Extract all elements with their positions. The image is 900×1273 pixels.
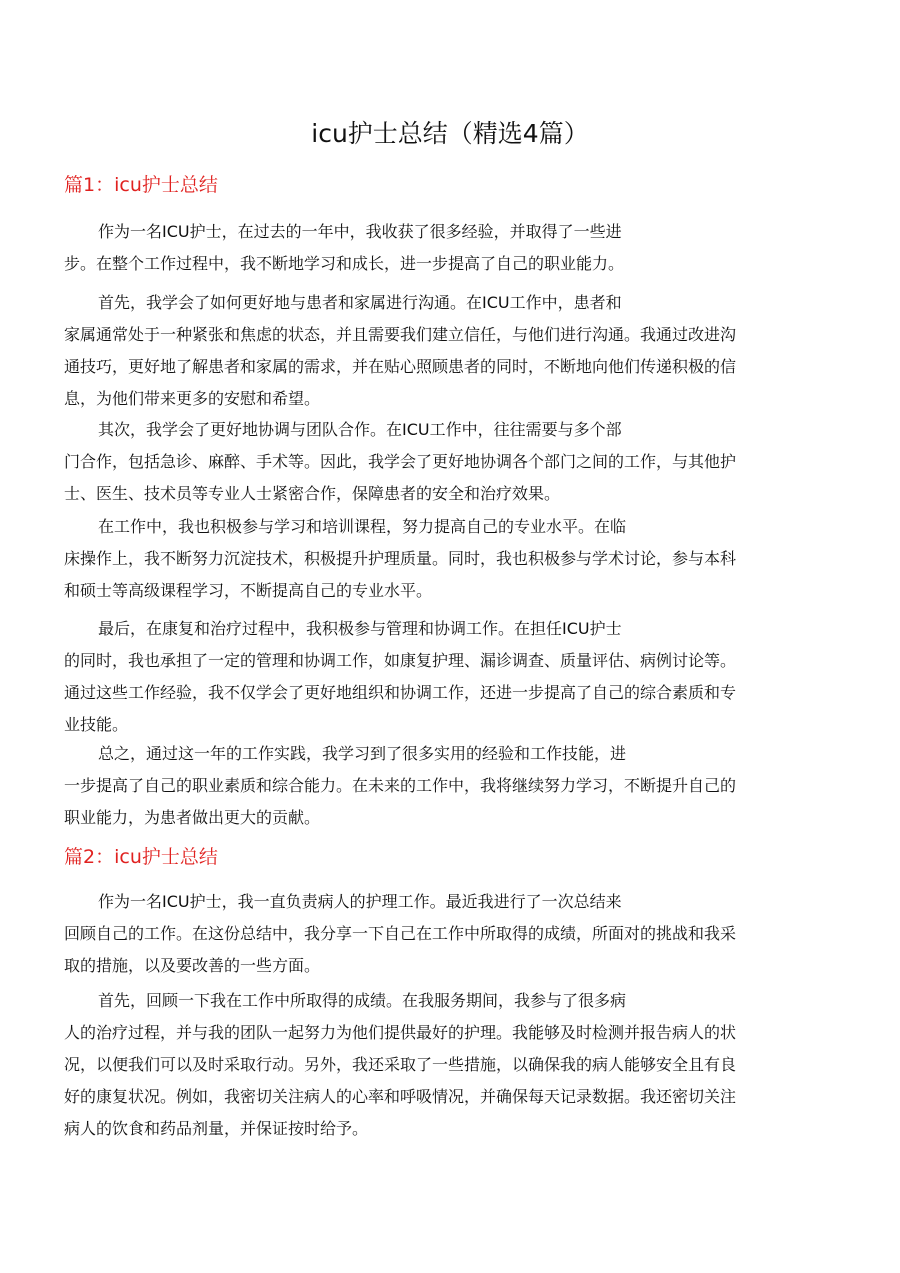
text-line: 首先，我学会了如何更好地与患者和家属进行沟通。在ICU工作中，患者和 xyxy=(98,293,622,312)
paragraph xyxy=(64,414,834,510)
text-line: 息，为他们带来更多的安慰和希望。 xyxy=(64,389,321,408)
text-line: 回顾自己的工作。在这份总结中，我分享一下自己在工作中所取得的成绩，所面对的挑战和我采 xyxy=(64,924,737,943)
text-line: 作为一名ICU护士，我一直负责病人的护理工作。最近我进行了一次总结来 xyxy=(98,892,622,911)
text-line: 通过这些工作经验，我不仅学会了更好地组织和协调工作，还进一步提高了自己的综合素质和专 xyxy=(64,683,737,702)
text-line: 职业能力，为患者做出更大的贡献。 xyxy=(64,808,321,827)
text-line: 作为一名ICU护士，在过去的一年中，我收获了很多经验，并取得了一些进 xyxy=(98,222,622,241)
text-line: 况，以便我们可以及时采取行动。另外，我还采取了一些措施，以确保我的病人能够安全且有良 xyxy=(64,1055,737,1074)
paragraph xyxy=(64,287,834,415)
text-line: 通技巧，更好地了解患者和家属的需求，并在贴心照顾患者的同时，不断地向他们传递积极的信 xyxy=(64,357,737,376)
text-line: 家属通常处于一种紧张和焦虑的状态，并且需要我们建立信任，与他们进行沟通。我通过改进沟 xyxy=(64,325,737,344)
paragraph xyxy=(64,511,834,607)
text-line: 床操作上，我不断努力沉淀技术，积极提升护理质量。同时，我也积极参与学术讨论，参与本科 xyxy=(64,549,737,568)
text-line: 病人的饮食和药品剂量，并保证按时给予。 xyxy=(64,1119,369,1138)
paragraph xyxy=(64,613,834,741)
paragraph xyxy=(64,216,834,280)
paragraph xyxy=(64,985,834,1145)
paragraph xyxy=(64,886,834,982)
text-line: 在工作中，我也积极参与学习和培训课程，努力提高自己的专业水平。在临 xyxy=(98,517,627,536)
text-line: 一步提高了自己的职业素质和综合能力。在未来的工作中，我将继续努力学习，不断提升自己的 xyxy=(64,776,737,795)
section-heading-1: 篇1：icu护士总结 xyxy=(64,174,218,196)
section-heading-2: 篇2：icu护士总结 xyxy=(64,846,218,868)
text-line: 门合作，包括急诊、麻醉、手术等。因此，我学会了更好地协调各个部门之间的工作，与其他护 xyxy=(64,452,737,471)
paragraph xyxy=(64,738,834,834)
text-line: 最后，在康复和治疗过程中，我积极参与管理和协调工作。在担任ICU护士 xyxy=(98,619,622,638)
text-line: 步。在整个工作过程中，我不断地学习和成长，进一步提高了自己的职业能力。 xyxy=(64,254,625,273)
text-line: 人的治疗过程，并与我的团队一起努力为他们提供最好的护理。我能够及时检测并报告病人的状 xyxy=(64,1023,737,1042)
text-line: 业技能。 xyxy=(64,715,129,734)
text-line: 取的措施，以及要改善的一些方面。 xyxy=(64,956,321,975)
document-title: icu护士总结（精选4篇） xyxy=(311,119,589,148)
text-line: 其次，我学会了更好地协调与团队合作。在ICU工作中，往往需要与多个部 xyxy=(98,420,622,439)
text-line: 的同时，我也承担了一定的管理和协调工作，如康复护理、漏诊调查、质量评估、病例讨论等。 xyxy=(64,651,737,670)
text-line: 士、医生、技术员等专业人士紧密合作，保障患者的安全和治疗效果。 xyxy=(64,484,561,503)
text-line: 和硕士等高级课程学习，不断提高自己的专业水平。 xyxy=(64,581,433,600)
text-line: 首先，回顾一下我在工作中所取得的成绩。在我服务期间，我参与了很多病 xyxy=(98,991,627,1010)
text-line: 总之，通过这一年的工作实践，我学习到了很多实用的经验和工作技能，进 xyxy=(98,744,627,763)
text-line: 好的康复状况。例如，我密切关注病人的心率和呼吸情况，并确保每天记录数据。我还密切关注 xyxy=(64,1087,737,1106)
